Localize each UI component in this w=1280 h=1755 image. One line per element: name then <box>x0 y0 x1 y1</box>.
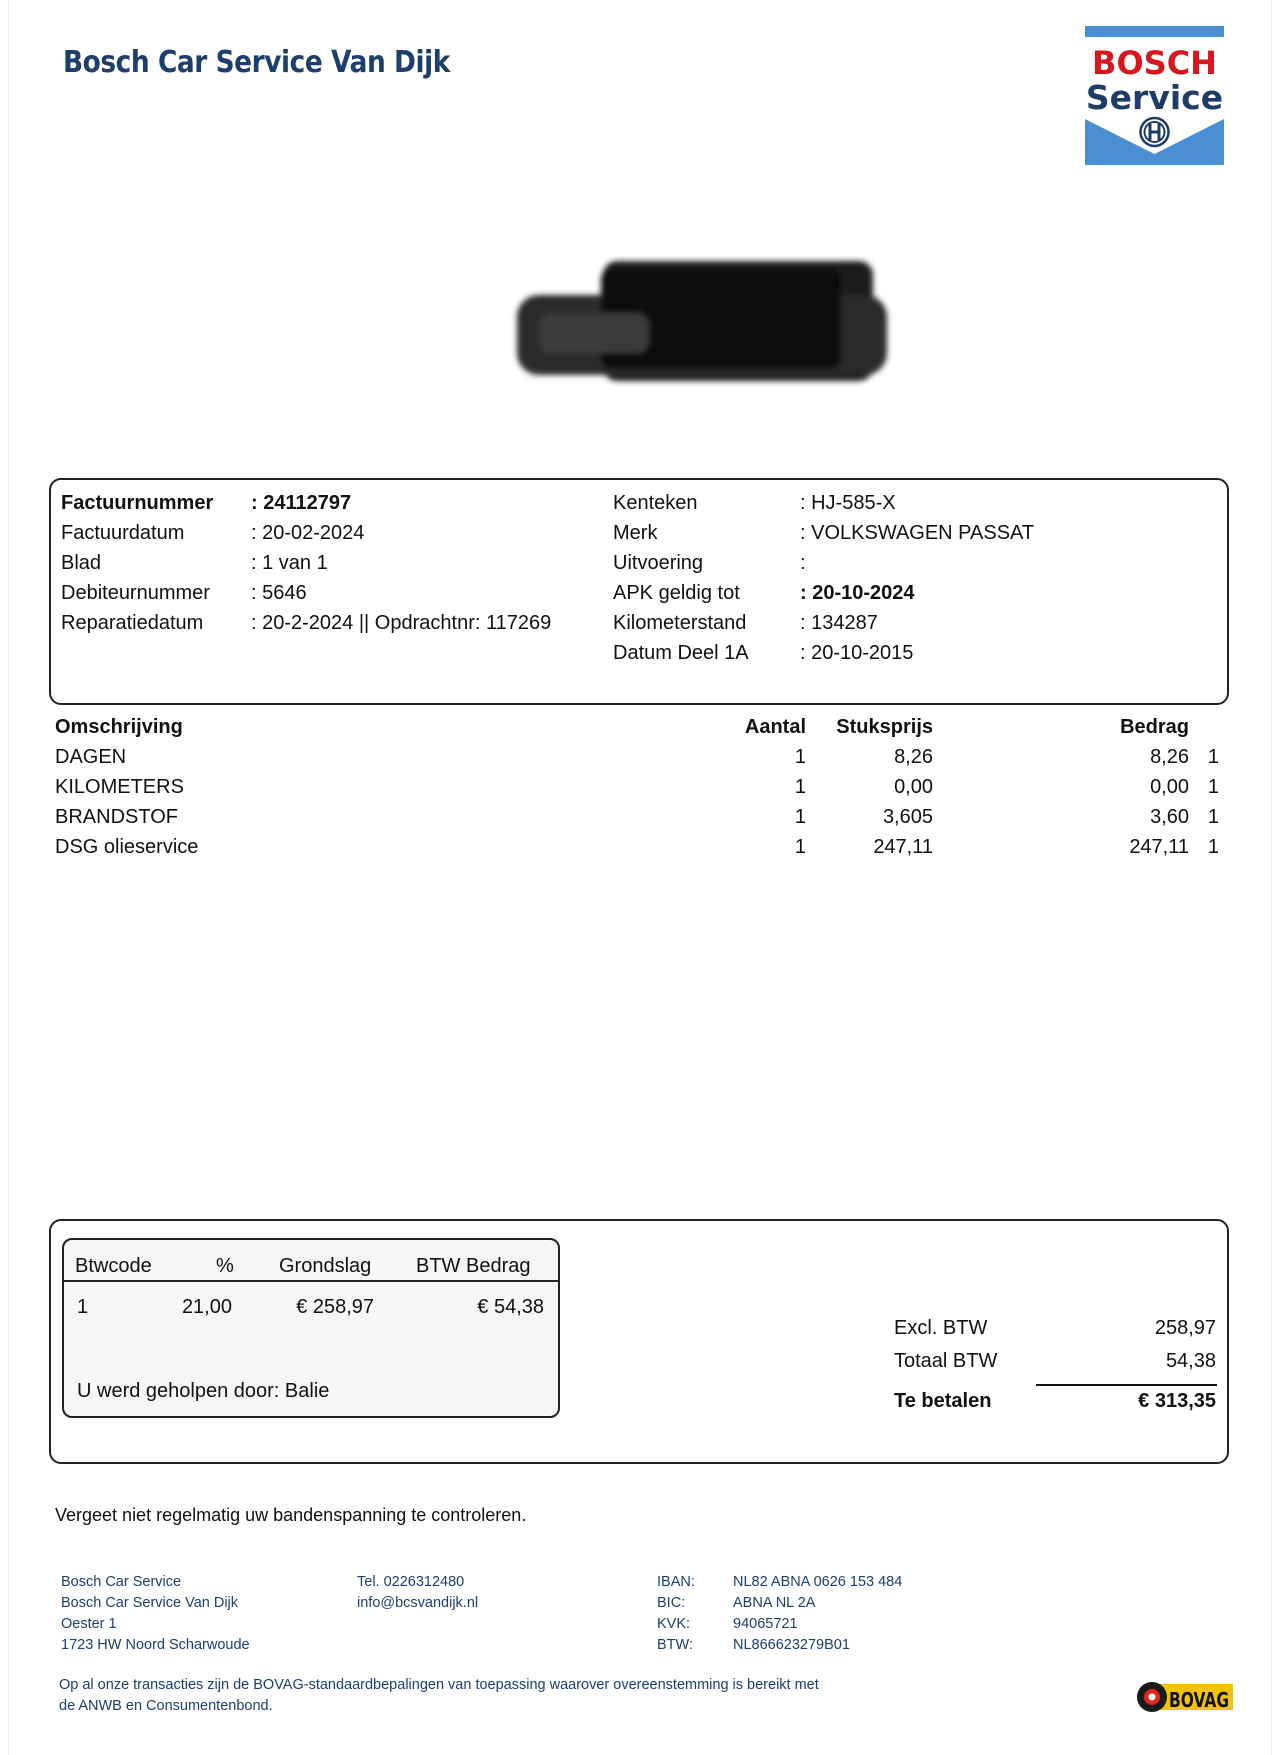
vehicle-field-value: : 20-10-2015 <box>800 642 914 664</box>
footer-address-line: Oester 1 <box>61 1616 117 1632</box>
footer-bank-labels <box>657 1572 695 1656</box>
vat-header-code: Btwcode <box>75 1255 152 1277</box>
line-unit-price: 8,26 <box>894 746 933 768</box>
amount-due-value: € 313,35 <box>1138 1390 1216 1412</box>
line-vat-code: 1 <box>1207 806 1219 828</box>
footer-contact <box>357 1572 478 1614</box>
line-amount: 8,26 <box>1150 746 1189 768</box>
line-vat-code: 1 <box>1207 836 1219 858</box>
footer-bank-label: BTW: <box>657 1637 693 1653</box>
line-amount: 0,00 <box>1150 776 1189 798</box>
line-unit-price: 247,11 <box>873 836 933 858</box>
footer-terms <box>59 1675 819 1717</box>
col-header-qty: Aantal <box>744 716 806 738</box>
vat-row-base: € 258,97 <box>296 1296 374 1318</box>
invoice-field-label: Reparatiedatum <box>61 612 204 634</box>
vehicle-field-label: Merk <box>613 522 658 544</box>
line-qty: 1 <box>794 746 806 768</box>
invoice-field-value: : 24112797 <box>251 492 352 514</box>
logo-text-bosch: BOSCH <box>1092 44 1217 82</box>
bosch-service-logo <box>1085 26 1224 165</box>
col-header-unit-price: Stuksprijs <box>836 716 933 738</box>
vehicle-field-label: APK geldig tot <box>613 582 740 604</box>
vat-row-amount: € 54,38 <box>477 1296 544 1318</box>
vehicle-field-label: Kilometerstand <box>613 612 747 634</box>
footer-btw: NL866623279B01 <box>733 1637 850 1653</box>
vehicle-field-value: : <box>800 552 806 574</box>
invoice-field-label: Debiteurnummer <box>61 582 210 604</box>
bovag-text: BOVAG <box>1169 1688 1229 1712</box>
footer-bank-label: BIC: <box>657 1595 686 1611</box>
footer-bic: ABNA NL 2A <box>733 1595 816 1611</box>
line-qty: 1 <box>794 806 806 828</box>
line-qty: 1 <box>794 836 806 858</box>
totals-box <box>49 1219 1229 1464</box>
vat-row-pct: 21,00 <box>181 1296 232 1318</box>
vat-box <box>62 1238 560 1418</box>
col-header-description: Omschrijving <box>55 716 183 738</box>
redacted-area <box>509 255 889 390</box>
vat-header-divider <box>64 1280 558 1282</box>
total-vat-value: 54,38 <box>1165 1350 1216 1372</box>
footer-terms-line: Op al onze transacties zijn de BOVAG-standaardbepalingen van toepassing waarover overeenstemming is bereikt met <box>59 1677 819 1693</box>
invoice-field-label: Blad <box>61 552 102 574</box>
footer-terms-line: de ANWB en Consumentenbond. <box>59 1698 273 1714</box>
invoice-field-label: Factuurdatum <box>61 522 185 544</box>
vat-header-base: Grondslag <box>279 1255 372 1277</box>
footer-address-line: 1723 HW Noord Scharwoude <box>61 1637 250 1653</box>
line-description: DAGEN <box>55 746 127 768</box>
col-header-amount: Bedrag <box>1120 716 1189 738</box>
line-unit-price: 3,605 <box>882 806 933 828</box>
bovag-logo <box>1135 1680 1235 1714</box>
line-unit-price: 0,00 <box>894 776 933 798</box>
line-amount: 3,60 <box>1150 806 1189 828</box>
vehicle-field-label: Datum Deel 1A <box>613 642 749 664</box>
line-vat-code: 1 <box>1207 746 1219 768</box>
line-vat-code: 1 <box>1207 776 1219 798</box>
helped-by: U werd geholpen door: Balie <box>77 1380 330 1402</box>
logo-text-service: Service <box>1085 78 1224 117</box>
excl-vat-value: 258,97 <box>1154 1317 1216 1339</box>
amount-due-label: Te betalen <box>894 1390 992 1412</box>
footer-bank-label: KVK: <box>657 1616 691 1632</box>
bovag-logo-graphic <box>1135 1680 1235 1714</box>
tire-pressure-reminder: Vergeet niet regelmatig uw bandenspanning te controleren. <box>55 1505 527 1525</box>
invoice-field-value: : 20-02-2024 <box>251 522 365 544</box>
vehicle-field-value: : VOLKSWAGEN PASSAT <box>800 522 1035 544</box>
vehicle-field-label: Kenteken <box>613 492 698 514</box>
invoice-field-label: Factuurnummer <box>61 492 214 514</box>
footer-kvk: 94065721 <box>733 1616 798 1632</box>
company-title: Bosch Car Service Van Dijk <box>63 45 450 80</box>
line-amount: 247,11 <box>1129 836 1189 858</box>
invoice-field-value: : 20-2-2024 || Opdrachtnr: 117269 <box>251 612 552 634</box>
footer-phone: Tel. 0226312480 <box>357 1574 465 1590</box>
footer-address <box>61 1572 250 1656</box>
footer-email[interactable]: info@bcsvandijk.nl <box>357 1595 479 1611</box>
footer-address-line: Bosch Car Service <box>61 1574 182 1590</box>
footer-address-line: Bosch Car Service Van Dijk <box>61 1595 239 1611</box>
footer-iban: NL82 ABNA 0626 153 484 <box>733 1574 903 1590</box>
line-description: KILOMETERS <box>55 776 184 798</box>
vehicle-field-label: Uitvoering <box>613 552 704 574</box>
invoice-field-value: : 1 van 1 <box>251 552 328 574</box>
vehicle-field-value: : HJ-585-X <box>800 492 896 514</box>
vat-header-amount: BTW Bedrag <box>416 1255 531 1277</box>
vat-row-code: 1 <box>77 1296 89 1318</box>
line-description: BRANDSTOF <box>55 806 178 828</box>
line-description: DSG olieservice <box>55 836 199 858</box>
vat-header-pct: % <box>216 1255 234 1277</box>
sum-divider <box>1036 1384 1217 1386</box>
invoice-page <box>9 0 1271 1755</box>
line-qty: 1 <box>794 776 806 798</box>
footer-bank-label: IBAN: <box>657 1574 695 1590</box>
total-vat-label: Totaal BTW <box>894 1350 998 1372</box>
excl-vat-label: Excl. BTW <box>894 1317 988 1339</box>
footer-bank-values <box>733 1572 902 1656</box>
vehicle-field-value: : 134287 <box>800 612 878 634</box>
vehicle-field-value: : 20-10-2024 <box>800 582 915 604</box>
invoice-field-value: : 5646 <box>251 582 307 604</box>
